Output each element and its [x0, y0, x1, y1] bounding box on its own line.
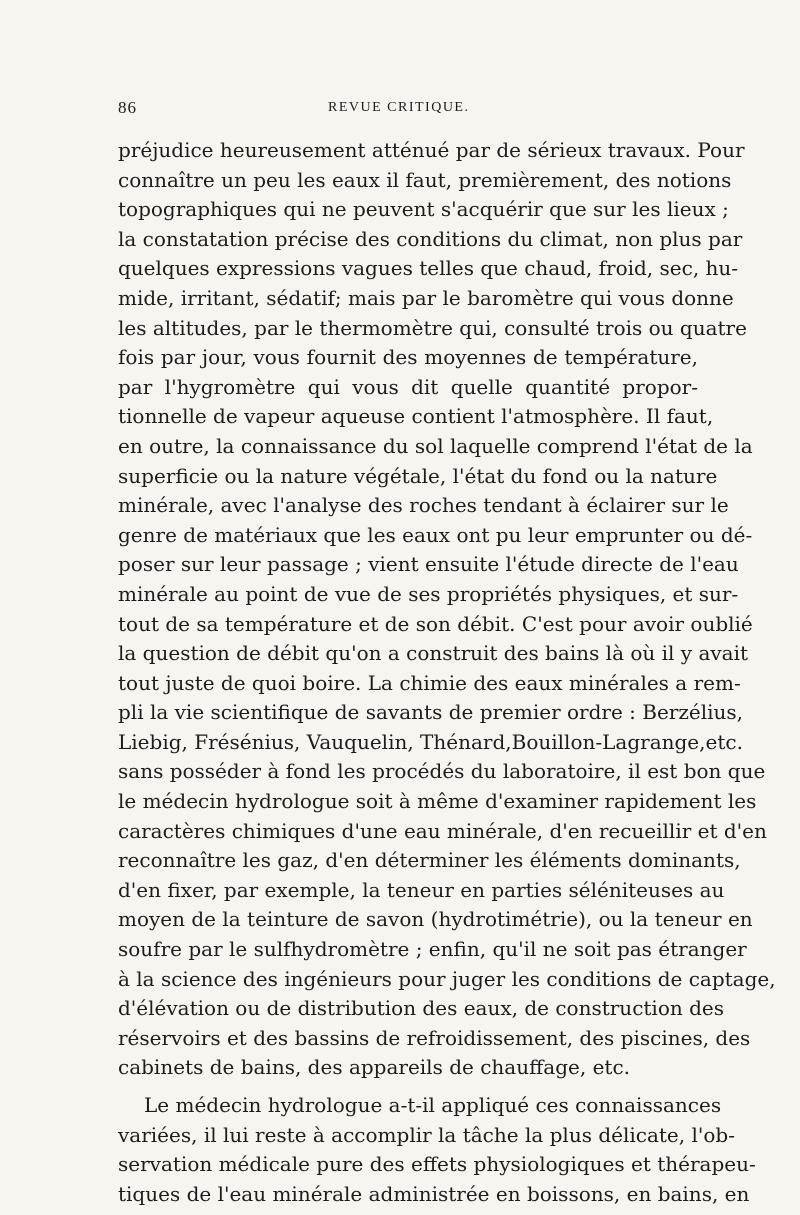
page-header	[118, 98, 698, 124]
running-head: REVUE CRITIQUE.	[328, 100, 470, 115]
text-line: à la science des ingénieurs pour juger les conditions de captage,	[118, 966, 776, 991]
text-line: superficie ou la nature végétale, l'état du fond ou la nature	[118, 463, 718, 488]
text-line: tiques de l'eau minérale administrée en boissons, en bains, en	[118, 1181, 750, 1206]
text-line: caractères chimiques d'une eau minérale, d'en recueillir et d'en	[118, 818, 767, 843]
text-line: soufre par le sulfhydromètre ; enfin, qu'il ne soit pas étranger	[118, 937, 747, 962]
text-line: Liebig, Frésénius, Vauquelin, Thénard,Bouillon-Lagrange,etc.	[118, 729, 743, 754]
text-line: pli la vie scientifique de savants de premier ordre : Berzélius,	[118, 700, 744, 725]
text-line: reconnaître les gaz, d'en déterminer les éléments dominants,	[118, 848, 741, 873]
text-line: moyen de la teinture de savon (hydrotimétrie), ou la teneur en	[118, 907, 753, 932]
paragraph-1	[118, 136, 776, 1083]
text-line: genre de matériaux que les eaux ont pu leur emprunter ou dé-	[118, 522, 753, 547]
text-line: tionnelle de vapeur aqueuse contient l'atmosphère. Il faut,	[118, 404, 714, 429]
text-line: tout de sa température et de son débit. C'est pour avoir oublié	[118, 611, 753, 636]
text-line: servation médicale pure des effets physiologiques et thérapeu-	[118, 1152, 756, 1177]
text-line: en outre, la connaissance du sol laquelle comprend l'état de la	[118, 433, 753, 458]
text-line: minérale, avec l'analyse des roches tendant à éclairer sur le	[118, 493, 729, 518]
body-text	[118, 136, 776, 1209]
text-line: connaître un peu les eaux il faut, premièrement, des notions	[118, 167, 732, 192]
text-line: fois par jour, vous fournit des moyennes de température,	[118, 345, 698, 370]
text-line: topographiques qui ne peuvent s'acquérir que sur les lieux ;	[118, 197, 729, 222]
text-line: par l'hygromètre qui vous dit quelle quantité propor-	[118, 374, 698, 399]
text-line: minérale au point de vue de ses propriétés physiques, et sur-	[118, 581, 739, 606]
text-line: mide, irritant, sédatif; mais par le baromètre qui vous donne	[118, 285, 734, 310]
text-line: le médecin hydrologue soit à même d'examiner rapidement les	[118, 789, 757, 814]
text-line: variées, il lui reste à accomplir la tâche la plus délicate, l'ob-	[118, 1122, 735, 1147]
text-line: poser sur leur passage ; vient ensuite l'étude directe de l'eau	[118, 552, 739, 577]
text-line: tout juste de quoi boire. La chimie des eaux minérales a rem-	[118, 670, 741, 695]
text-line: d'élévation ou de distribution des eaux, de construction des	[118, 996, 725, 1021]
paragraph-gap	[118, 1083, 698, 1091]
text-line: sans posséder à fond les procédés du laboratoire, il est bon que	[118, 759, 766, 784]
text-line: Le médecin hydrologue a-t-il appliqué ces connaissances	[144, 1093, 722, 1117]
text-line: cabinets de bains, des appareils de chauffage, etc.	[118, 1055, 631, 1080]
text-line: la question de débit qu'on a construit des bains là où il y avait	[118, 641, 749, 666]
text-line: réservoirs et des bassins de refroidissement, des piscines, des	[118, 1025, 751, 1050]
text-line: d'en fixer, par exemple, la teneur en parties séléniteuses au	[118, 877, 725, 902]
text-line: la constatation précise des conditions du climat, non plus par	[118, 226, 743, 251]
text-line: les altitudes, par le thermomètre qui, consulté trois ou quatre	[118, 315, 747, 340]
paragraph-2	[118, 1091, 756, 1209]
text-line: quelques expressions vagues telles que chaud, froid, sec, hu-	[118, 256, 739, 281]
page-number: 86	[118, 98, 137, 117]
text-line: préjudice heureusement atténué par de sérieux travaux. Pour	[118, 138, 745, 162]
